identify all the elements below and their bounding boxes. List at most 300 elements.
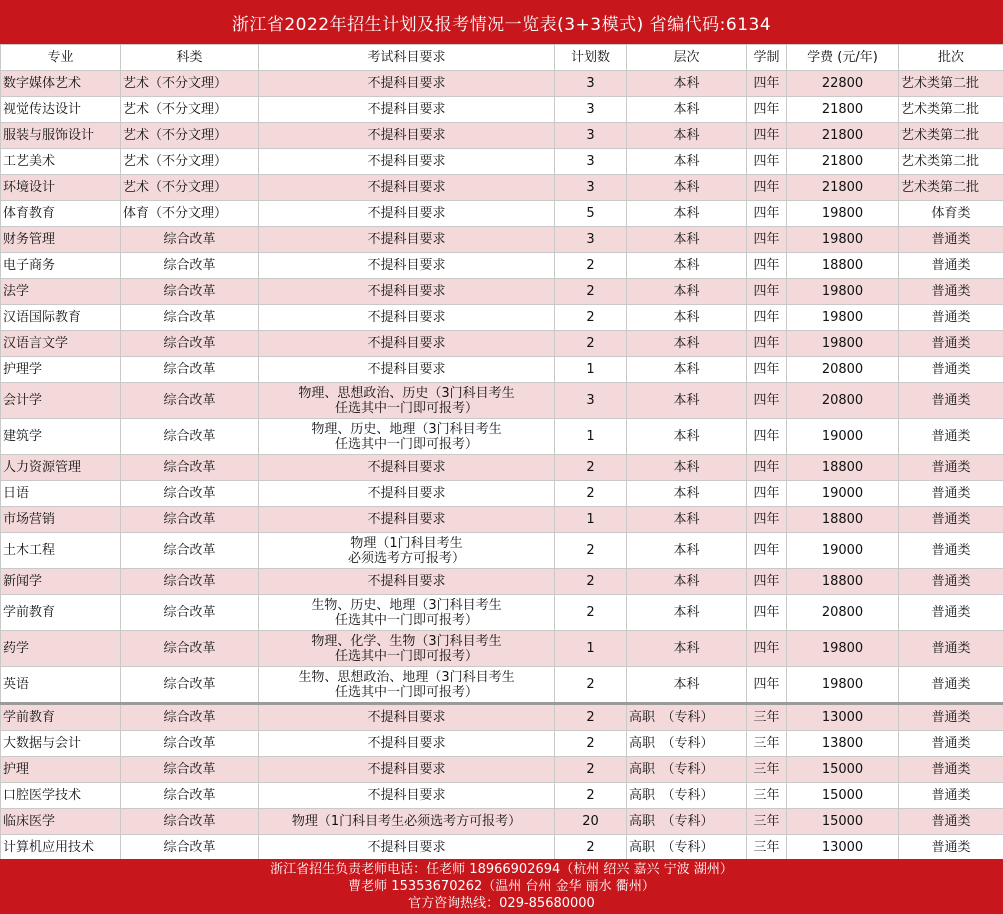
cell-plan: 2 <box>555 667 627 704</box>
cell-fee: 15000 <box>787 783 899 809</box>
cell-batch: 体育类 <box>899 201 1003 227</box>
cell-subjects <box>259 569 555 595</box>
cell-major: 日语 <box>1 481 121 507</box>
cell-category: 综合改革 <box>121 357 259 383</box>
table-row <box>1 279 1003 305</box>
cell-category: 综合改革 <box>121 809 259 835</box>
cell-category: 艺术（不分文理） <box>121 71 259 97</box>
cell-plan: 1 <box>555 507 627 533</box>
cell-major: 土木工程 <box>1 533 121 569</box>
cell-category: 综合改革 <box>121 731 259 757</box>
subject-requirement-line: 任选其中一门即可报考） <box>334 684 478 700</box>
cell-category: 综合改革 <box>121 227 259 253</box>
table-row <box>1 533 1003 569</box>
cell-plan: 3 <box>555 227 627 253</box>
cell-years: 四年 <box>747 305 787 331</box>
cell-batch: 普通类 <box>899 455 1003 481</box>
table-row <box>1 253 1003 279</box>
cell-batch: 普通类 <box>899 227 1003 253</box>
cell-major: 新闻学 <box>1 569 121 595</box>
cell-plan: 3 <box>555 175 627 201</box>
cell-fee: 18800 <box>787 253 899 279</box>
table-row <box>1 667 1003 704</box>
cell-plan: 1 <box>555 419 627 455</box>
table-row <box>1 383 1003 419</box>
cell-subjects <box>259 227 555 253</box>
cell-level: 本科 <box>627 71 747 97</box>
cell-years: 四年 <box>747 201 787 227</box>
cell-fee: 21800 <box>787 175 899 201</box>
cell-category: 综合改革 <box>121 253 259 279</box>
table-row <box>1 783 1003 809</box>
cell-level: 本科 <box>627 149 747 175</box>
cell-fee: 21800 <box>787 97 899 123</box>
cell-fee: 18800 <box>787 569 899 595</box>
cell-subjects <box>259 331 555 357</box>
cell-plan: 1 <box>555 631 627 667</box>
cell-fee: 19800 <box>787 305 899 331</box>
cell-subjects <box>259 357 555 383</box>
subject-requirement-line: 不提科目要求 <box>367 574 446 589</box>
subject-requirement-line: 物理（1门科目考生必须选考方可报考） <box>291 814 522 829</box>
cell-category: 综合改革 <box>121 569 259 595</box>
cell-subjects <box>259 507 555 533</box>
cell-subjects <box>259 481 555 507</box>
table-row <box>1 595 1003 631</box>
cell-years: 四年 <box>747 97 787 123</box>
cell-category: 综合改革 <box>121 631 259 667</box>
cell-category: 综合改革 <box>121 455 259 481</box>
cell-subjects <box>259 123 555 149</box>
subject-requirement-line: 物理、思想政治、历史（3门科目考生 <box>298 385 515 401</box>
cell-level: 本科 <box>627 455 747 481</box>
cell-years: 三年 <box>747 731 787 757</box>
cell-category: 艺术（不分文理） <box>121 175 259 201</box>
cell-batch: 普通类 <box>899 731 1003 757</box>
subject-requirement-line: 任选其中一门即可报考） <box>334 648 478 664</box>
cell-batch: 普通类 <box>899 757 1003 783</box>
cell-major: 数字媒体艺术 <box>1 71 121 97</box>
cell-subjects <box>259 175 555 201</box>
cell-plan: 20 <box>555 809 627 835</box>
cell-level: 本科 <box>627 227 747 253</box>
cell-level: 高职 （专科） <box>627 704 747 731</box>
cell-major: 建筑学 <box>1 419 121 455</box>
subject-requirement-line: 任选其中一门即可报考） <box>334 436 478 452</box>
table-row <box>1 835 1003 861</box>
cell-subjects <box>259 783 555 809</box>
cell-subjects <box>259 201 555 227</box>
subject-requirement-line: 物理、历史、地理（3门科目考生 <box>311 421 502 437</box>
cell-plan: 2 <box>555 569 627 595</box>
cell-major: 财务管理 <box>1 227 121 253</box>
cell-fee: 13000 <box>787 704 899 731</box>
page-title-text: 浙江省2022年招生计划及报考情况一览表(3+3模式) 省编代码:6134 <box>231 14 772 35</box>
cell-fee: 13800 <box>787 731 899 757</box>
cell-major: 计算机应用技术 <box>1 835 121 861</box>
cell-subjects <box>259 835 555 861</box>
footer-hotline: 官方咨询热线：029-85680000 <box>408 896 595 911</box>
cell-batch: 普通类 <box>899 383 1003 419</box>
cell-years: 四年 <box>747 455 787 481</box>
cell-category: 艺术（不分文理） <box>121 123 259 149</box>
subject-requirement-line: 不提科目要求 <box>367 486 446 501</box>
cell-level: 本科 <box>627 331 747 357</box>
cell-major: 学前教育 <box>1 704 121 731</box>
table-row <box>1 757 1003 783</box>
cell-level: 本科 <box>627 533 747 569</box>
cell-level: 高职 （专科） <box>627 835 747 861</box>
cell-years: 四年 <box>747 175 787 201</box>
cell-level: 本科 <box>627 595 747 631</box>
cell-category: 综合改革 <box>121 481 259 507</box>
cell-major: 视觉传达设计 <box>1 97 121 123</box>
cell-fee: 19800 <box>787 201 899 227</box>
header-major: 专业 <box>1 45 121 71</box>
cell-major: 市场营销 <box>1 507 121 533</box>
cell-batch: 普通类 <box>899 357 1003 383</box>
subject-requirement-line: 不提科目要求 <box>367 102 446 117</box>
cell-plan: 2 <box>555 731 627 757</box>
cell-fee: 20800 <box>787 383 899 419</box>
cell-years: 四年 <box>747 507 787 533</box>
cell-batch: 普通类 <box>899 595 1003 631</box>
cell-years: 四年 <box>747 279 787 305</box>
cell-years: 四年 <box>747 71 787 97</box>
cell-plan: 3 <box>555 123 627 149</box>
cell-years: 四年 <box>747 631 787 667</box>
table-row <box>1 305 1003 331</box>
cell-subjects <box>259 71 555 97</box>
cell-category: 综合改革 <box>121 757 259 783</box>
cell-plan: 2 <box>555 595 627 631</box>
cell-subjects <box>259 631 555 667</box>
subject-requirement-line: 不提科目要求 <box>367 232 446 247</box>
subject-requirement-line: 不提科目要求 <box>367 180 446 195</box>
cell-plan: 3 <box>555 383 627 419</box>
table-header-row <box>1 45 1003 71</box>
cell-years: 四年 <box>747 227 787 253</box>
cell-years: 三年 <box>747 809 787 835</box>
cell-years: 三年 <box>747 757 787 783</box>
cell-level: 本科 <box>627 357 747 383</box>
cell-category: 综合改革 <box>121 704 259 731</box>
subject-requirement-line: 不提科目要求 <box>367 512 446 527</box>
cell-years: 四年 <box>747 357 787 383</box>
cell-subjects <box>259 149 555 175</box>
table-row <box>1 97 1003 123</box>
cell-category: 体育（不分文理） <box>121 201 259 227</box>
cell-level: 本科 <box>627 175 747 201</box>
cell-years: 四年 <box>747 383 787 419</box>
cell-batch: 普通类 <box>899 783 1003 809</box>
header-level: 层次 <box>627 45 747 71</box>
cell-category: 综合改革 <box>121 507 259 533</box>
cell-fee: 19800 <box>787 279 899 305</box>
table-row <box>1 175 1003 201</box>
subject-requirement-line: 不提科目要求 <box>367 362 446 377</box>
cell-major: 英语 <box>1 667 121 704</box>
table-row <box>1 809 1003 835</box>
table-row <box>1 481 1003 507</box>
cell-plan: 2 <box>555 783 627 809</box>
cell-category: 综合改革 <box>121 667 259 704</box>
cell-fee: 19800 <box>787 631 899 667</box>
cell-level: 本科 <box>627 507 747 533</box>
cell-fee: 19800 <box>787 227 899 253</box>
cell-level: 高职 （专科） <box>627 809 747 835</box>
cell-plan: 2 <box>555 704 627 731</box>
cell-subjects <box>259 731 555 757</box>
cell-plan: 2 <box>555 305 627 331</box>
subject-requirement-line: 物理、化学、生物（3门科目考生 <box>311 633 502 649</box>
header-category: 科类 <box>121 45 259 71</box>
cell-major: 工艺美术 <box>1 149 121 175</box>
cell-subjects <box>259 279 555 305</box>
cell-subjects <box>259 533 555 569</box>
cell-plan: 1 <box>555 357 627 383</box>
cell-plan: 3 <box>555 149 627 175</box>
cell-subjects <box>259 97 555 123</box>
cell-years: 三年 <box>747 835 787 861</box>
cell-years: 四年 <box>747 149 787 175</box>
cell-level: 高职 （专科） <box>627 783 747 809</box>
table-row <box>1 419 1003 455</box>
cell-batch: 普通类 <box>899 809 1003 835</box>
cell-years: 四年 <box>747 667 787 704</box>
table-row <box>1 507 1003 533</box>
cell-fee: 15000 <box>787 757 899 783</box>
cell-years: 四年 <box>747 331 787 357</box>
subject-requirement-line: 不提科目要求 <box>367 840 446 855</box>
cell-category: 艺术（不分文理） <box>121 149 259 175</box>
subject-requirement-line: 不提科目要求 <box>367 736 446 751</box>
cell-years: 四年 <box>747 481 787 507</box>
cell-fee: 19000 <box>787 419 899 455</box>
cell-category: 综合改革 <box>121 533 259 569</box>
table-row <box>1 123 1003 149</box>
cell-fee: 19000 <box>787 533 899 569</box>
cell-years: 三年 <box>747 704 787 731</box>
cell-years: 三年 <box>747 783 787 809</box>
cell-major: 口腔医学技术 <box>1 783 121 809</box>
table-row <box>1 357 1003 383</box>
cell-level: 高职 （专科） <box>627 757 747 783</box>
subject-requirement-line: 不提科目要求 <box>367 128 446 143</box>
cell-plan: 2 <box>555 331 627 357</box>
cell-level: 本科 <box>627 383 747 419</box>
subject-requirement-line: 不提科目要求 <box>367 460 446 475</box>
cell-plan: 2 <box>555 757 627 783</box>
cell-fee: 19800 <box>787 331 899 357</box>
cell-batch: 普通类 <box>899 835 1003 861</box>
cell-years: 四年 <box>747 595 787 631</box>
cell-major: 服装与服饰设计 <box>1 123 121 149</box>
enrollment-table <box>0 44 1003 861</box>
cell-subjects <box>259 809 555 835</box>
cell-level: 本科 <box>627 253 747 279</box>
header-plan: 计划数 <box>555 45 627 71</box>
cell-fee: 19800 <box>787 667 899 704</box>
cell-subjects <box>259 667 555 704</box>
cell-batch: 普通类 <box>899 419 1003 455</box>
cell-level: 本科 <box>627 123 747 149</box>
cell-category: 综合改革 <box>121 383 259 419</box>
footer-contact-line-1: 浙江省招生负责老师电话：任老师 18966902694（杭州 绍兴 嘉兴 宁波 湖州） <box>270 862 733 877</box>
cell-batch: 艺术类第二批 <box>899 175 1003 201</box>
header-batch: 批次 <box>899 45 1003 71</box>
cell-subjects <box>259 704 555 731</box>
cell-plan: 3 <box>555 97 627 123</box>
cell-category: 综合改革 <box>121 595 259 631</box>
cell-category: 综合改革 <box>121 279 259 305</box>
cell-batch: 普通类 <box>899 533 1003 569</box>
table-row <box>1 71 1003 97</box>
table-row <box>1 731 1003 757</box>
cell-level: 本科 <box>627 569 747 595</box>
cell-plan: 2 <box>555 835 627 861</box>
cell-category: 综合改革 <box>121 305 259 331</box>
cell-major: 人力资源管理 <box>1 455 121 481</box>
cell-plan: 2 <box>555 455 627 481</box>
cell-plan: 5 <box>555 201 627 227</box>
subject-requirement-line: 任选其中一门即可报考） <box>334 400 478 416</box>
cell-category: 艺术（不分文理） <box>121 97 259 123</box>
cell-fee: 13000 <box>787 835 899 861</box>
subject-requirement-line: 必须选考方可报考） <box>347 550 465 566</box>
subject-requirement-line: 不提科目要求 <box>367 154 446 169</box>
contact-footer <box>0 859 1003 914</box>
cell-batch: 普通类 <box>899 667 1003 704</box>
subject-requirement-line: 不提科目要求 <box>367 258 446 273</box>
cell-plan: 2 <box>555 481 627 507</box>
cell-batch: 普通类 <box>899 704 1003 731</box>
cell-batch: 艺术类第二批 <box>899 97 1003 123</box>
cell-fee: 20800 <box>787 595 899 631</box>
cell-level: 本科 <box>627 305 747 331</box>
cell-batch: 普通类 <box>899 331 1003 357</box>
cell-fee: 18800 <box>787 455 899 481</box>
subject-requirement-line: 生物、思想政治、地理（3门科目考生 <box>298 669 515 685</box>
cell-level: 本科 <box>627 279 747 305</box>
cell-years: 四年 <box>747 123 787 149</box>
cell-subjects <box>259 305 555 331</box>
table-row <box>1 331 1003 357</box>
cell-subjects <box>259 455 555 481</box>
cell-years: 四年 <box>747 533 787 569</box>
cell-batch: 普通类 <box>899 305 1003 331</box>
page-title <box>0 0 1003 44</box>
cell-level: 本科 <box>627 97 747 123</box>
cell-fee: 18800 <box>787 507 899 533</box>
cell-subjects <box>259 595 555 631</box>
cell-batch: 艺术类第二批 <box>899 123 1003 149</box>
subject-requirement-line: 不提科目要求 <box>367 76 446 91</box>
cell-batch: 普通类 <box>899 253 1003 279</box>
subject-requirement-line: 不提科目要求 <box>367 788 446 803</box>
cell-major: 学前教育 <box>1 595 121 631</box>
cell-major: 临床医学 <box>1 809 121 835</box>
cell-subjects <box>259 757 555 783</box>
cell-batch: 普通类 <box>899 507 1003 533</box>
table-row <box>1 149 1003 175</box>
cell-level: 本科 <box>627 667 747 704</box>
cell-major: 法学 <box>1 279 121 305</box>
header-subjects: 考试科目要求 <box>259 45 555 71</box>
cell-level: 本科 <box>627 631 747 667</box>
table-row <box>1 569 1003 595</box>
cell-category: 综合改革 <box>121 835 259 861</box>
table-row <box>1 227 1003 253</box>
cell-fee: 21800 <box>787 149 899 175</box>
footer-contact-line-2: 曹老师 15353670262（温州 台州 金华 丽水 衢州） <box>348 879 655 894</box>
subject-requirement-line: 不提科目要求 <box>367 206 446 221</box>
cell-years: 四年 <box>747 419 787 455</box>
cell-major: 汉语国际教育 <box>1 305 121 331</box>
cell-years: 四年 <box>747 253 787 279</box>
table-row <box>1 704 1003 731</box>
subject-requirement-line: 不提科目要求 <box>367 284 446 299</box>
subject-requirement-line: 不提科目要求 <box>367 336 446 351</box>
cell-batch: 普通类 <box>899 481 1003 507</box>
cell-major: 汉语言文学 <box>1 331 121 357</box>
cell-years: 四年 <box>747 569 787 595</box>
cell-major: 体育教育 <box>1 201 121 227</box>
cell-fee: 15000 <box>787 809 899 835</box>
cell-subjects <box>259 253 555 279</box>
cell-major: 电子商务 <box>1 253 121 279</box>
table-row <box>1 201 1003 227</box>
header-fee: 学费 (元/年) <box>787 45 899 71</box>
cell-level: 高职 （专科） <box>627 731 747 757</box>
cell-major: 会计学 <box>1 383 121 419</box>
subject-requirement-line: 任选其中一门即可报考） <box>334 612 478 628</box>
cell-fee: 20800 <box>787 357 899 383</box>
cell-level: 本科 <box>627 419 747 455</box>
cell-batch: 普通类 <box>899 569 1003 595</box>
cell-level: 本科 <box>627 201 747 227</box>
cell-fee: 21800 <box>787 123 899 149</box>
cell-subjects <box>259 419 555 455</box>
cell-category: 综合改革 <box>121 331 259 357</box>
table-body <box>1 71 1003 861</box>
cell-plan: 2 <box>555 253 627 279</box>
cell-fee: 19000 <box>787 481 899 507</box>
table-row <box>1 455 1003 481</box>
cell-batch: 普通类 <box>899 279 1003 305</box>
subject-requirement-line: 生物、历史、地理（3门科目考生 <box>311 597 502 613</box>
cell-fee: 22800 <box>787 71 899 97</box>
subject-requirement-line: 不提科目要求 <box>367 762 446 777</box>
cell-subjects <box>259 383 555 419</box>
cell-level: 本科 <box>627 481 747 507</box>
cell-plan: 2 <box>555 533 627 569</box>
cell-category: 综合改革 <box>121 783 259 809</box>
cell-major: 大数据与会计 <box>1 731 121 757</box>
cell-category: 综合改革 <box>121 419 259 455</box>
cell-batch: 艺术类第二批 <box>899 149 1003 175</box>
subject-requirement-line: 物理（1门科目考生 <box>350 535 463 551</box>
subject-requirement-line: 不提科目要求 <box>367 310 446 325</box>
cell-major: 环境设计 <box>1 175 121 201</box>
cell-plan: 2 <box>555 279 627 305</box>
subject-requirement-line: 不提科目要求 <box>367 710 446 725</box>
cell-batch: 普通类 <box>899 631 1003 667</box>
table-row <box>1 631 1003 667</box>
cell-batch: 艺术类第二批 <box>899 71 1003 97</box>
header-years: 学制 <box>747 45 787 71</box>
cell-major: 护理学 <box>1 357 121 383</box>
